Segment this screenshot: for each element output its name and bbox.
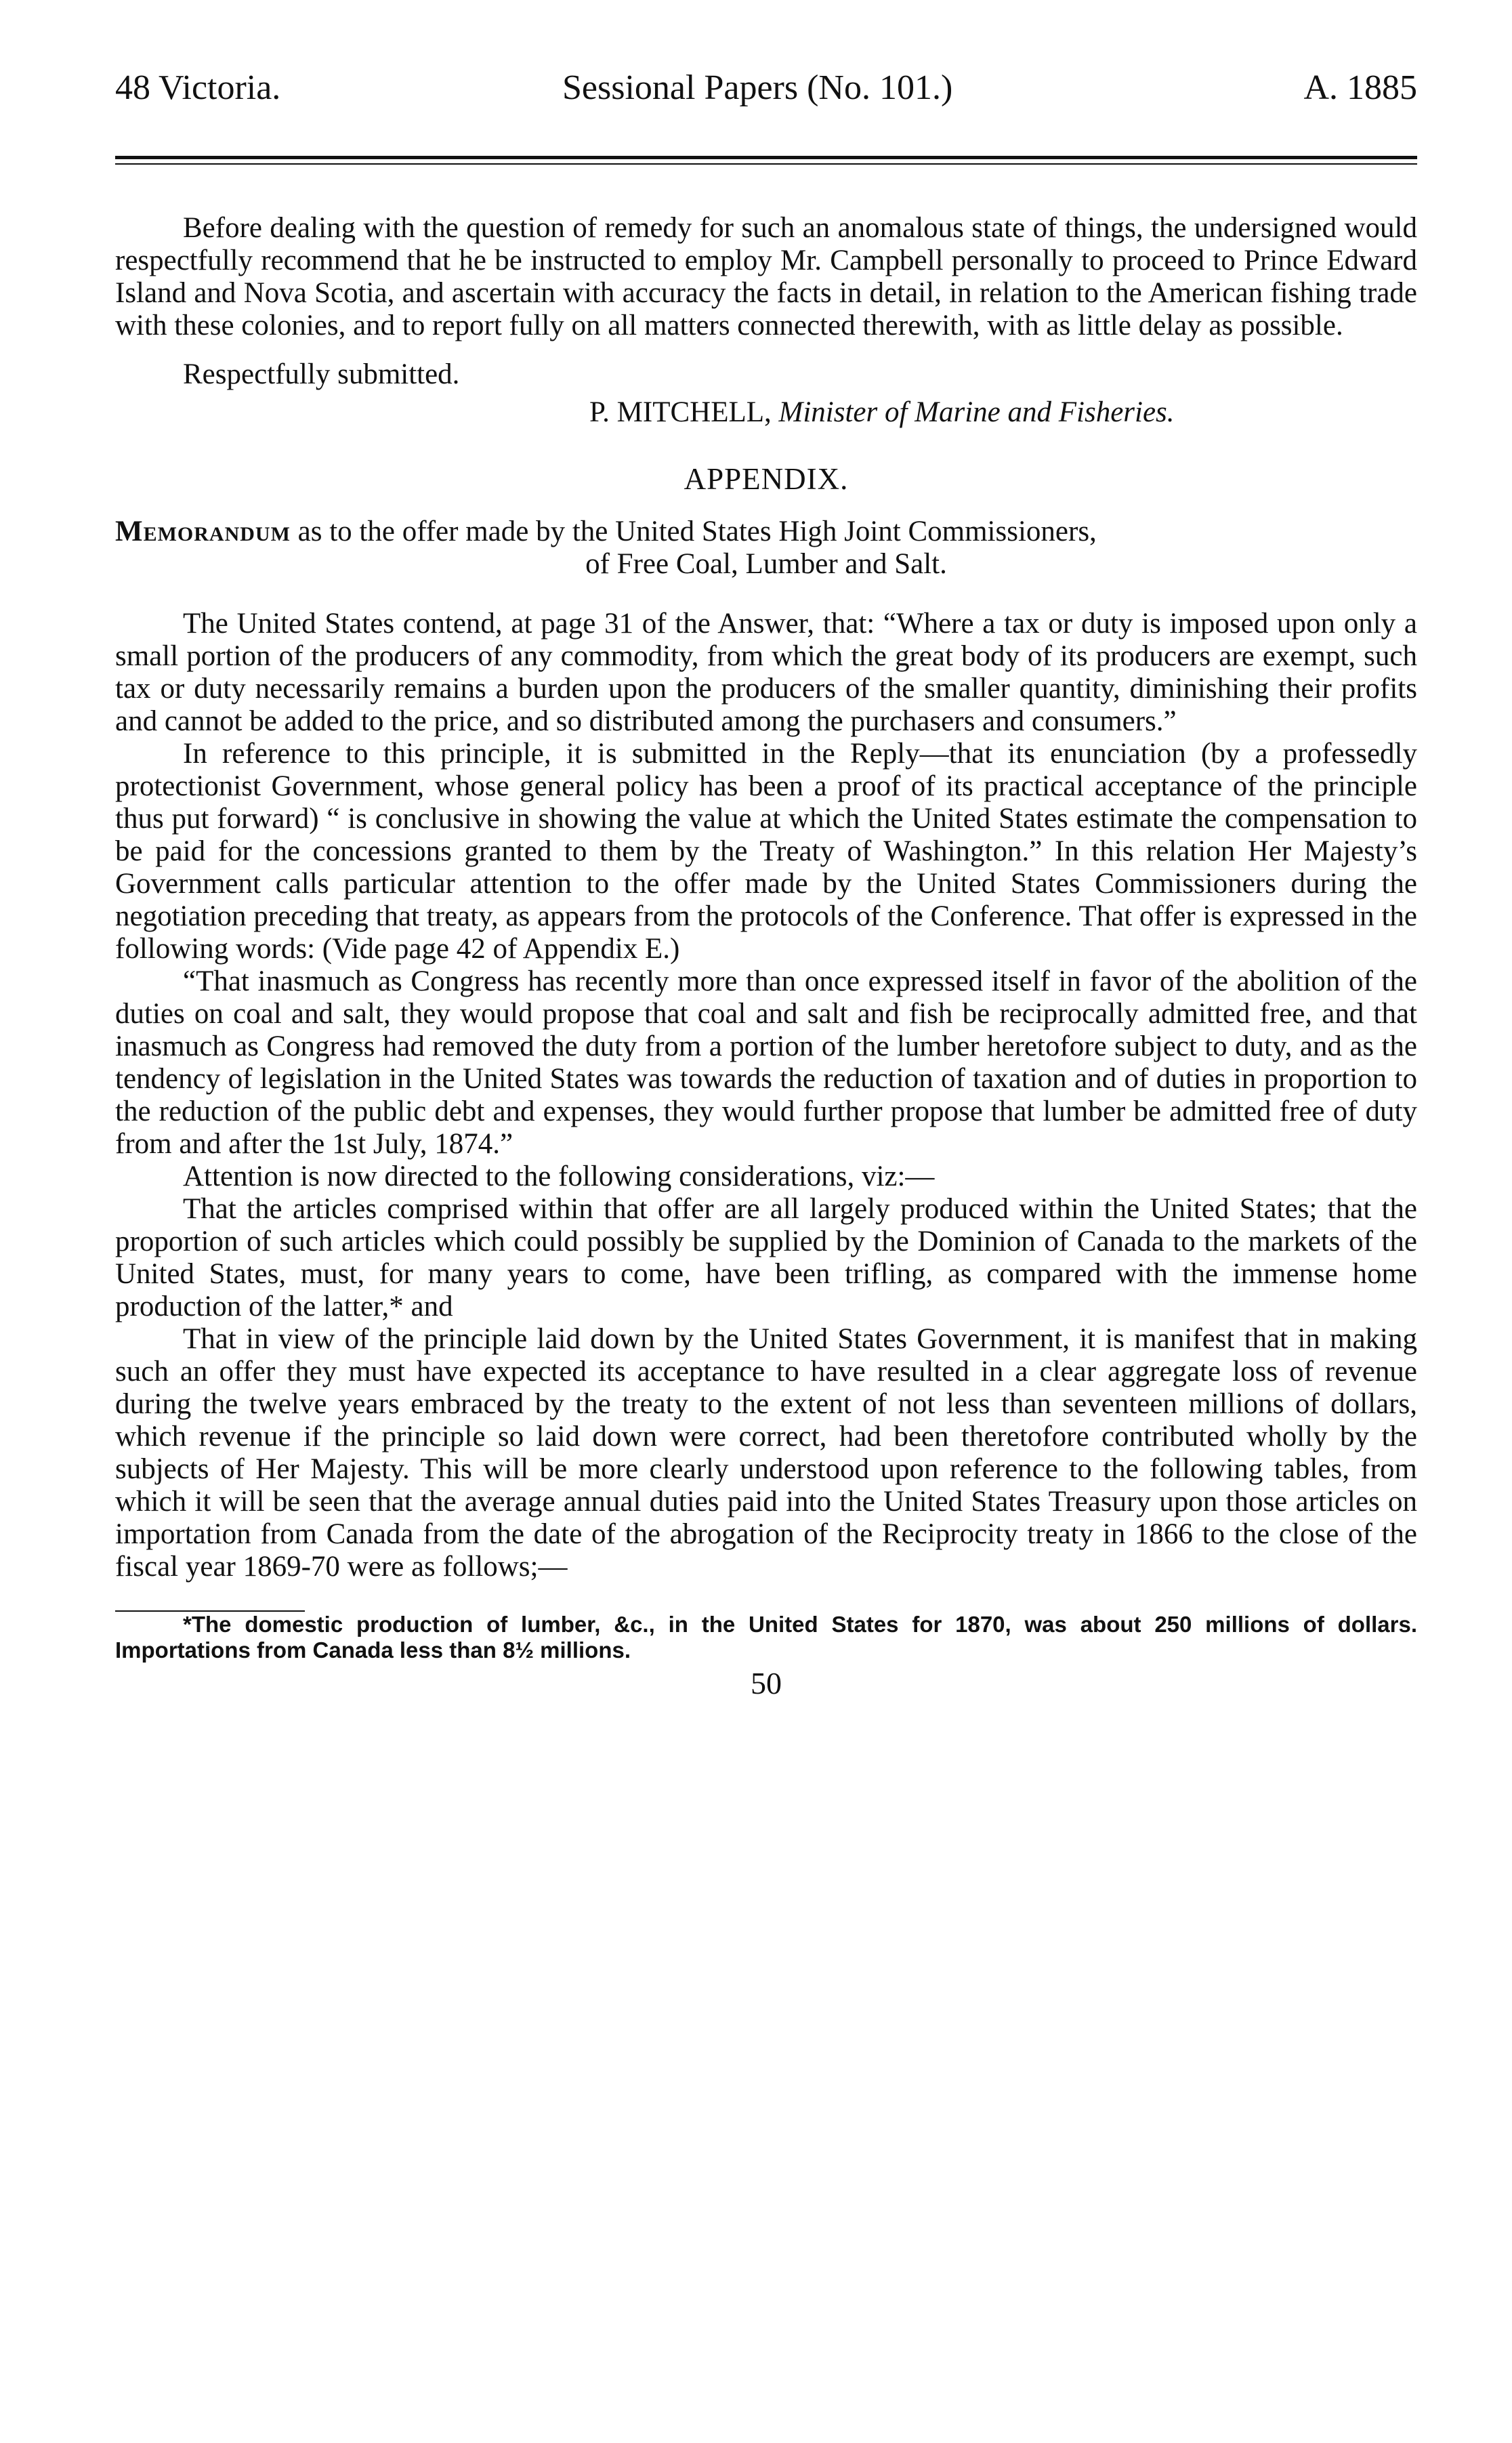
header-title: Sessional Papers (No. 101.) — [562, 68, 953, 107]
intro-paragraph: Before dealing with the question of remedy for such an anomalous state of things, the undersigned would respectfully recommend that he be instructed to employ Mr. Campbell personally to proceed to Prince Edward Island and Nova Scotia, and ascertain with accuracy the facts in detail, in relation to the American fishing trade with these colonies, and to report fully on all matters connected therewith, with as little delay as possible. — [115, 212, 1417, 341]
running-header — [115, 68, 1417, 122]
closing-line: Respectfully submitted. — [183, 358, 460, 390]
signature — [115, 396, 1417, 429]
header-year: A. 1885 — [1303, 68, 1417, 107]
quoted-offer: “That inasmuch as Congress has recently more than once expressed itself in favor of the abolition of the duties on coal and salt, they would propose that coal and salt and fish be reciprocally admitted free, and that inasmuch as Congress had removed the duty from a portion of the lumber heretofore subject to duty, and as the tendency of legislation in the United States was towards the reduction of taxation and of duties in proportion to the reduction of the public debt and expenses, they would further propose that lumber be admitted free of duty from and after the 1st July, 1874.” — [115, 965, 1417, 1160]
header-rule — [115, 156, 1417, 159]
paragraph: The United States contend, at page 31 of the Answer, that: “Where a tax or duty is imposed upon only a small portion of the producers of any commodity, from which the great body of its producers are exempt, such tax or duty necessarily remains a burden upon the producers of the smaller quantity, diminishing their profits and cannot be added to the price, and so distributed among the purchasers and consumers.” — [115, 608, 1417, 737]
header-rule-thin — [115, 163, 1417, 165]
paragraph: That the articles comprised within that offer are all largely produced within the United States; that the proportion of such articles which could possibly be supplied by the Dominion of Canada to the markets of the United States, must, for many years to come, have been trifling, as compared with the immense home production of the latter,* and — [115, 1193, 1417, 1322]
header-session: 48 Victoria. — [115, 68, 281, 107]
paragraph: That in view of the principle laid down by the United States Government, it is manifest that in making such an offer they must have expected its acceptance to have resulted in a clear aggregate loss of revenue during the twelve years embraced by the treaty to the extent of not less than seventeen millions of dollars, which revenue if the principle so laid down were correct, had been theretofore contributed wholly by the subjects of Her Majesty. This will be more clearly understood upon reference to the following tables, from which it will be seen that the average annual duties paid into the United States Treasury upon those articles on importation from Canada from the date of the abrogation of the Reciprocity treaty in 1866 to the close of the fiscal year 1869-70 were as follows;— — [115, 1323, 1417, 1583]
memorandum-heading — [115, 516, 1417, 581]
paragraph: In reference to this principle, it is submitted in the Reply—that its enunciation (by a professedly protectionist Government, whose general policy has been a proof of its practical acceptance of the principle thus put forward) “ is conclusive in showing the value at which the United States estimate the compensation to be paid for the concessions granted to them by the Treaty of Washington.” In this relation Her Majesty’s Government calls particular attention to the offer made by the United States Commissioners during the negotiation preceding that treaty, as appears from the protocols of the Conference. That offer is expressed in the following words: (Vide page 42 of Appendix E.) — [115, 738, 1417, 965]
paragraph: Attention is now directed to the following considerations, viz:— — [183, 1161, 935, 1192]
signature-name: P. MITCHELL, — [589, 396, 772, 428]
appendix-heading: APPENDIX. — [684, 462, 849, 496]
memorandum-lead: Memorandum — [115, 516, 291, 547]
memorandum-text: as to the offer made by the United States High Joint Commissioners, — [290, 516, 1097, 547]
footnote: *The domestic production of lumber, &c., in the United States for 1870, was about 250 millions of dollars. Importations from Canada less than 8½ millions. — [115, 1612, 1417, 1663]
page-number: 50 — [751, 1666, 782, 1700]
memorandum-continuation: of Free Coal, Lumber and Salt. — [585, 548, 947, 580]
document-body — [115, 212, 1417, 1700]
signature-title: Minister of Marine and Fisheries. — [778, 396, 1175, 428]
signature-block — [115, 358, 1417, 429]
